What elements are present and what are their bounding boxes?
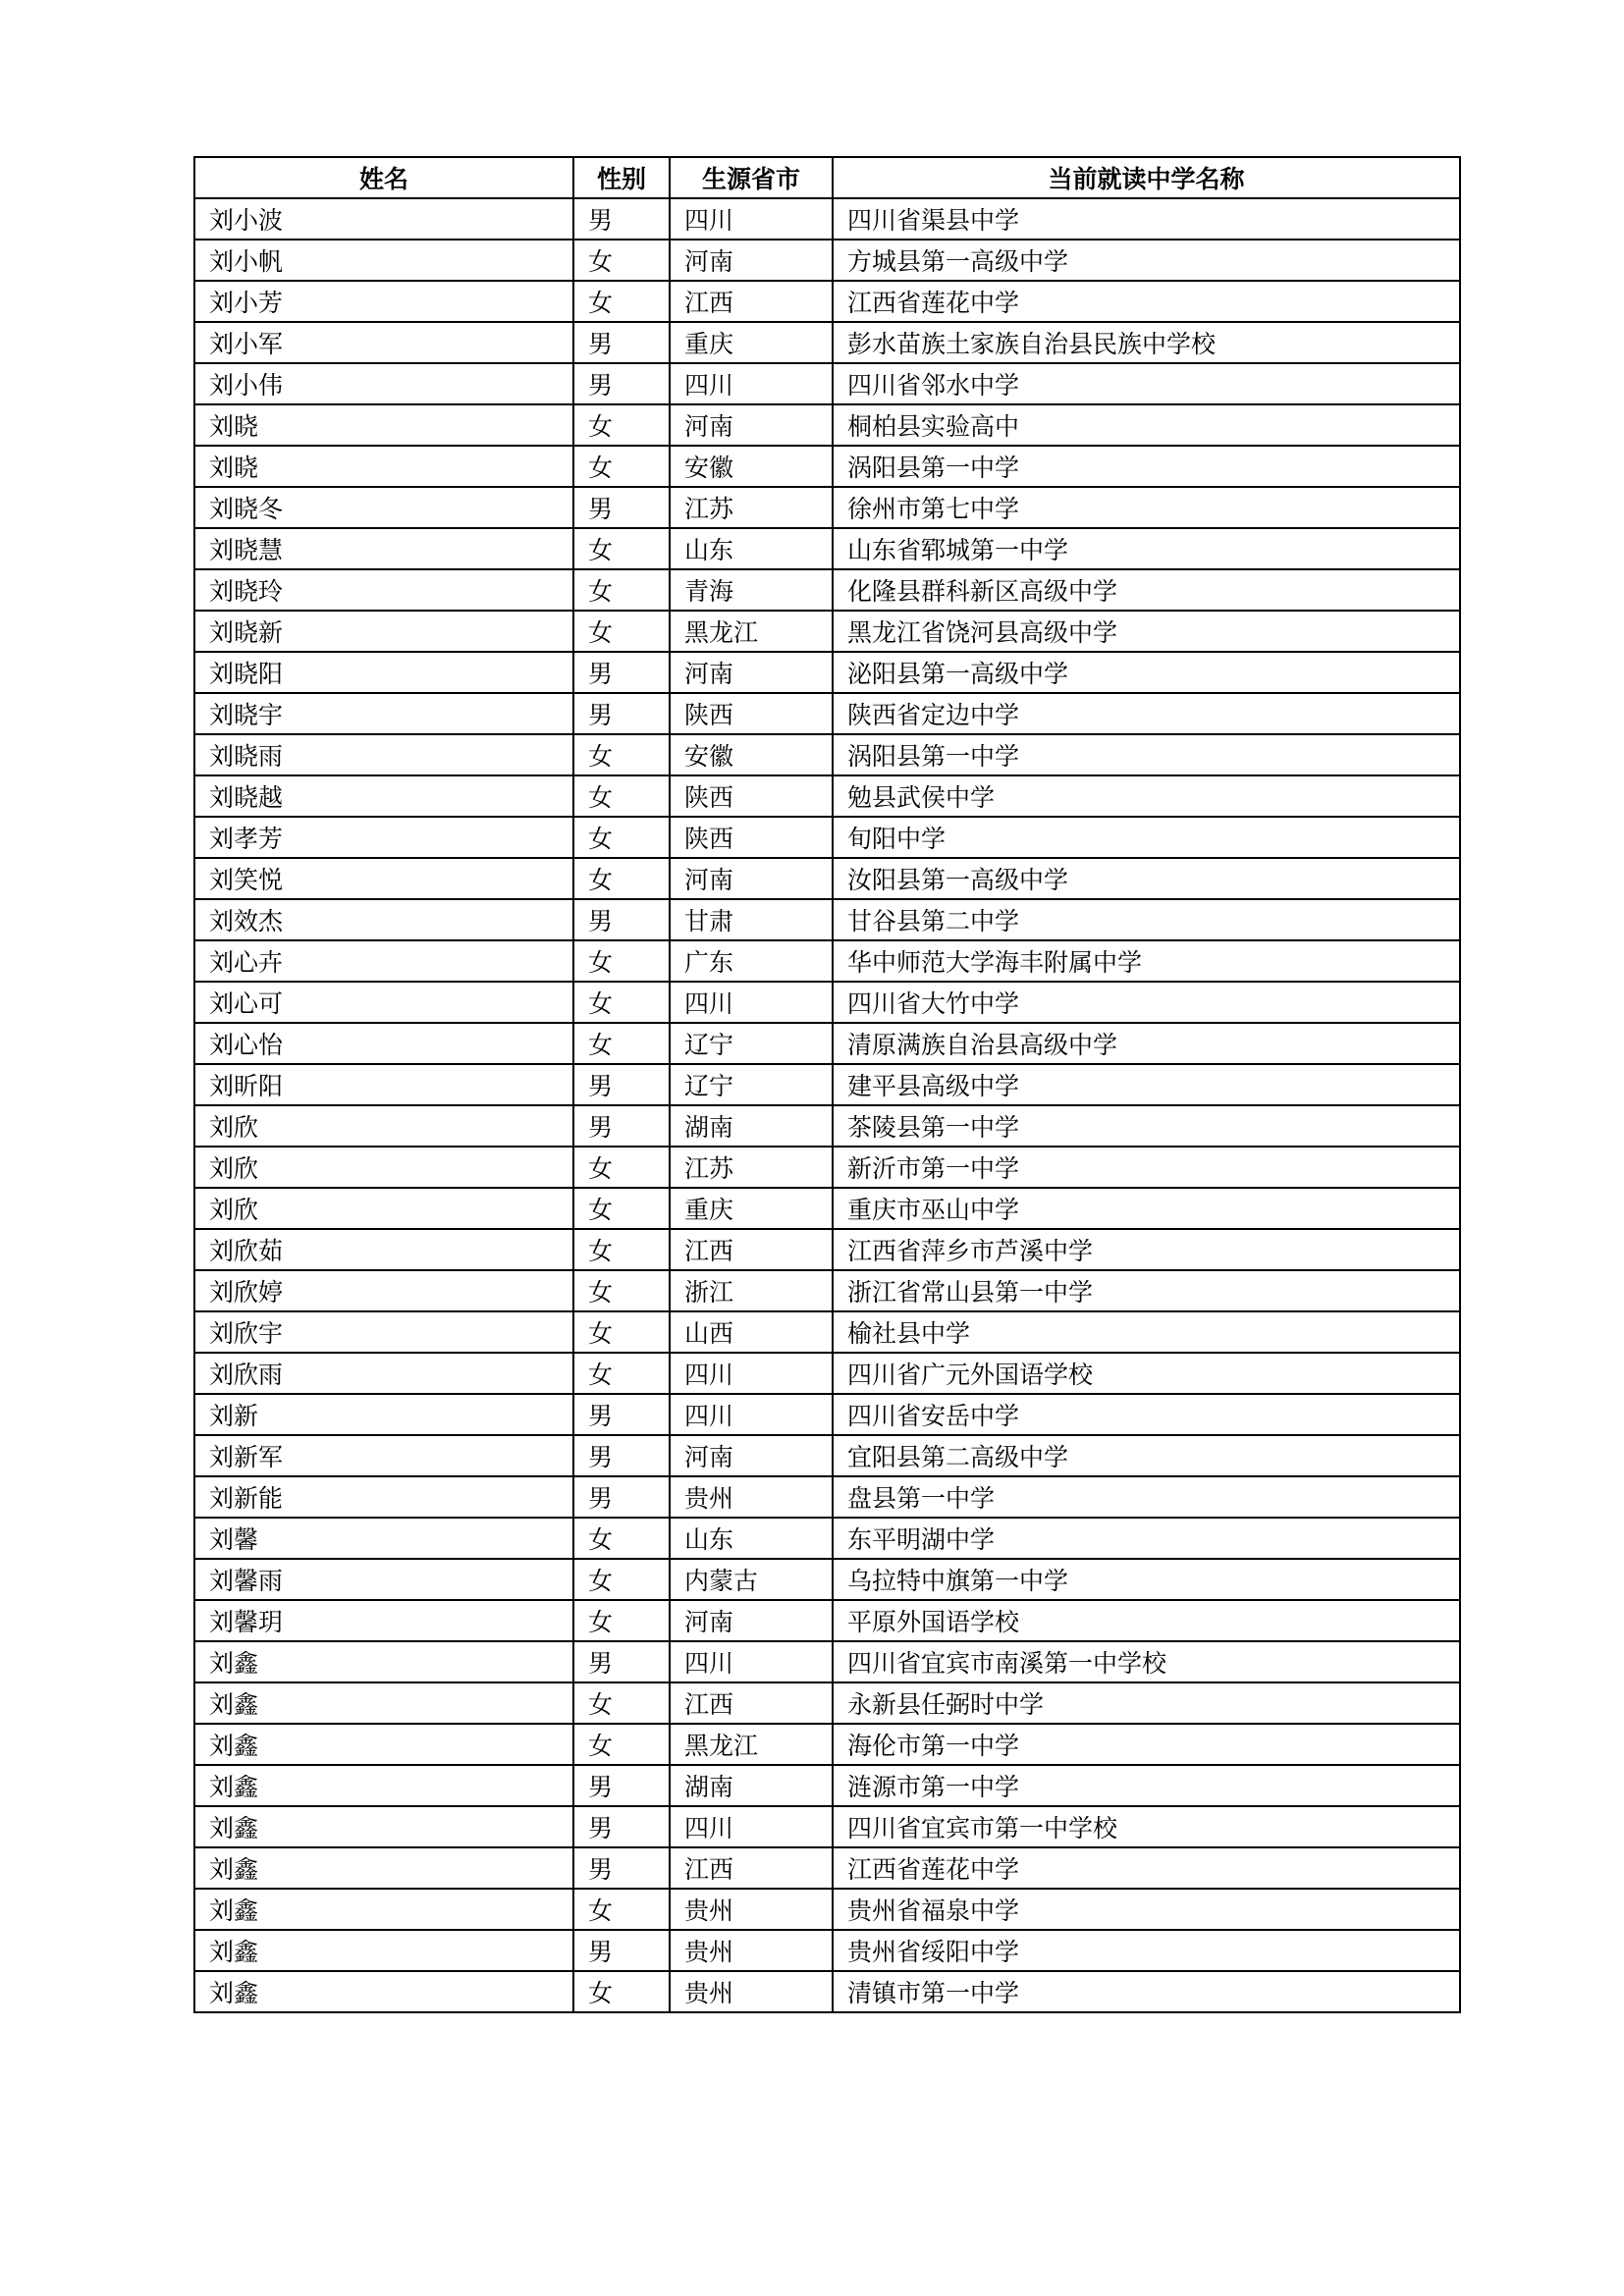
province-cell: 河南 xyxy=(670,652,833,693)
gender-cell: 男 xyxy=(573,652,670,693)
gender-cell: 女 xyxy=(573,446,670,487)
school-cell: 四川省安岳中学 xyxy=(833,1394,1460,1435)
table-row xyxy=(194,1641,1460,1682)
province-cell: 重庆 xyxy=(670,322,833,363)
table-row xyxy=(194,198,1460,240)
name-cell: 刘小芳 xyxy=(194,281,573,322)
table-row xyxy=(194,1229,1460,1270)
province-cell: 江苏 xyxy=(670,487,833,528)
gender-cell: 女 xyxy=(573,1971,670,2012)
name-cell: 刘鑫 xyxy=(194,1682,573,1724)
gender-cell: 女 xyxy=(573,858,670,899)
province-cell: 江西 xyxy=(670,1682,833,1724)
province-cell: 青海 xyxy=(670,569,833,611)
name-cell: 刘欣宇 xyxy=(194,1311,573,1353)
province-cell: 四川 xyxy=(670,1806,833,1847)
gender-cell: 女 xyxy=(573,1188,670,1229)
province-cell: 河南 xyxy=(670,1435,833,1476)
province-cell: 江西 xyxy=(670,1229,833,1270)
school-cell: 黑龙江省饶河县高级中学 xyxy=(833,611,1460,652)
gender-cell: 男 xyxy=(573,487,670,528)
name-cell: 刘晓冬 xyxy=(194,487,573,528)
province-cell: 黑龙江 xyxy=(670,1724,833,1765)
gender-cell: 女 xyxy=(573,1023,670,1064)
province-cell: 江西 xyxy=(670,281,833,322)
gender-cell: 女 xyxy=(573,528,670,569)
gender-cell: 女 xyxy=(573,1889,670,1930)
school-cell: 乌拉特中旗第一中学 xyxy=(833,1559,1460,1600)
name-cell: 刘心卉 xyxy=(194,940,573,982)
school-cell: 东平明湖中学 xyxy=(833,1518,1460,1559)
table-row xyxy=(194,1394,1460,1435)
gender-cell: 女 xyxy=(573,1600,670,1641)
table-row xyxy=(194,446,1460,487)
gender-cell: 女 xyxy=(573,240,670,281)
table-row xyxy=(194,528,1460,569)
student-table xyxy=(193,156,1461,2013)
name-cell: 刘晓新 xyxy=(194,611,573,652)
province-cell: 内蒙古 xyxy=(670,1559,833,1600)
gender-cell: 男 xyxy=(573,363,670,404)
table-row xyxy=(194,1971,1460,2012)
province-cell: 安徽 xyxy=(670,446,833,487)
school-cell: 涟源市第一中学 xyxy=(833,1765,1460,1806)
province-cell: 黑龙江 xyxy=(670,611,833,652)
province-cell: 河南 xyxy=(670,404,833,446)
table-row xyxy=(194,1889,1460,1930)
gender-cell: 男 xyxy=(573,899,670,940)
table-row xyxy=(194,858,1460,899)
name-cell: 刘鑫 xyxy=(194,1930,573,1971)
school-cell: 汝阳县第一高级中学 xyxy=(833,858,1460,899)
school-cell: 四川省宜宾市南溪第一中学校 xyxy=(833,1641,1460,1682)
gender-cell: 男 xyxy=(573,1930,670,1971)
name-cell: 刘馨雨 xyxy=(194,1559,573,1600)
name-cell: 刘晓玲 xyxy=(194,569,573,611)
name-cell: 刘笑悦 xyxy=(194,858,573,899)
school-cell: 榆社县中学 xyxy=(833,1311,1460,1353)
gender-cell: 男 xyxy=(573,1765,670,1806)
name-cell: 刘馨 xyxy=(194,1518,573,1559)
school-cell: 浙江省常山县第一中学 xyxy=(833,1270,1460,1311)
gender-cell: 女 xyxy=(573,1353,670,1394)
province-cell: 河南 xyxy=(670,858,833,899)
province-cell: 山西 xyxy=(670,1311,833,1353)
header-province: 生源省市 xyxy=(670,157,833,198)
table-row xyxy=(194,1765,1460,1806)
table-row xyxy=(194,1023,1460,1064)
name-cell: 刘鑫 xyxy=(194,1765,573,1806)
name-cell: 刘小帆 xyxy=(194,240,573,281)
table-row xyxy=(194,611,1460,652)
table-row xyxy=(194,1518,1460,1559)
province-cell: 辽宁 xyxy=(670,1023,833,1064)
table-row xyxy=(194,1847,1460,1889)
school-cell: 山东省郓城第一中学 xyxy=(833,528,1460,569)
school-cell: 甘谷县第二中学 xyxy=(833,899,1460,940)
gender-cell: 女 xyxy=(573,611,670,652)
school-cell: 贵州省绥阳中学 xyxy=(833,1930,1460,1971)
school-cell: 陕西省定边中学 xyxy=(833,693,1460,734)
name-cell: 刘鑫 xyxy=(194,1847,573,1889)
table-row xyxy=(194,1064,1460,1105)
gender-cell: 女 xyxy=(573,734,670,775)
gender-cell: 男 xyxy=(573,1806,670,1847)
gender-cell: 女 xyxy=(573,1311,670,1353)
name-cell: 刘新 xyxy=(194,1394,573,1435)
gender-cell: 男 xyxy=(573,322,670,363)
gender-cell: 女 xyxy=(573,817,670,858)
gender-cell: 女 xyxy=(573,775,670,817)
name-cell: 刘晓宇 xyxy=(194,693,573,734)
school-cell: 贵州省福泉中学 xyxy=(833,1889,1460,1930)
province-cell: 陕西 xyxy=(670,817,833,858)
table-row xyxy=(194,322,1460,363)
name-cell: 刘鑫 xyxy=(194,1641,573,1682)
school-cell: 华中师范大学海丰附属中学 xyxy=(833,940,1460,982)
name-cell: 刘欣茹 xyxy=(194,1229,573,1270)
table-row xyxy=(194,1353,1460,1394)
name-cell: 刘晓慧 xyxy=(194,528,573,569)
school-cell: 桐柏县实验高中 xyxy=(833,404,1460,446)
school-cell: 江西省萍乡市芦溪中学 xyxy=(833,1229,1460,1270)
gender-cell: 男 xyxy=(573,1641,670,1682)
name-cell: 刘鑫 xyxy=(194,1806,573,1847)
school-cell: 宜阳县第二高级中学 xyxy=(833,1435,1460,1476)
school-cell: 江西省莲花中学 xyxy=(833,281,1460,322)
province-cell: 甘肃 xyxy=(670,899,833,940)
table-row xyxy=(194,487,1460,528)
name-cell: 刘心怡 xyxy=(194,1023,573,1064)
table-row xyxy=(194,817,1460,858)
name-cell: 刘小军 xyxy=(194,322,573,363)
province-cell: 四川 xyxy=(670,1641,833,1682)
school-cell: 四川省邻水中学 xyxy=(833,363,1460,404)
name-cell: 刘孝芳 xyxy=(194,817,573,858)
table-row xyxy=(194,1930,1460,1971)
name-cell: 刘新能 xyxy=(194,1476,573,1518)
gender-cell: 男 xyxy=(573,693,670,734)
table-row xyxy=(194,1476,1460,1518)
school-cell: 旬阳中学 xyxy=(833,817,1460,858)
school-cell: 平原外国语学校 xyxy=(833,1600,1460,1641)
table-row xyxy=(194,1724,1460,1765)
province-cell: 四川 xyxy=(670,363,833,404)
table-row xyxy=(194,1435,1460,1476)
table-row xyxy=(194,1311,1460,1353)
header-gender: 性别 xyxy=(573,157,670,198)
gender-cell: 女 xyxy=(573,404,670,446)
table-row xyxy=(194,1559,1460,1600)
province-cell: 河南 xyxy=(670,240,833,281)
name-cell: 刘鑫 xyxy=(194,1889,573,1930)
province-cell: 贵州 xyxy=(670,1889,833,1930)
province-cell: 贵州 xyxy=(670,1930,833,1971)
header-name: 姓名 xyxy=(194,157,573,198)
school-cell: 海伦市第一中学 xyxy=(833,1724,1460,1765)
header-school: 当前就读中学名称 xyxy=(833,157,1460,198)
province-cell: 四川 xyxy=(670,1353,833,1394)
gender-cell: 女 xyxy=(573,1147,670,1188)
province-cell: 四川 xyxy=(670,1394,833,1435)
table-row xyxy=(194,1600,1460,1641)
province-cell: 陕西 xyxy=(670,775,833,817)
province-cell: 辽宁 xyxy=(670,1064,833,1105)
name-cell: 刘欣 xyxy=(194,1105,573,1147)
table-row xyxy=(194,940,1460,982)
table-row xyxy=(194,281,1460,322)
name-cell: 刘心可 xyxy=(194,982,573,1023)
province-cell: 湖南 xyxy=(670,1105,833,1147)
school-cell: 涡阳县第一中学 xyxy=(833,446,1460,487)
table-row xyxy=(194,652,1460,693)
province-cell: 四川 xyxy=(670,198,833,240)
name-cell: 刘小伟 xyxy=(194,363,573,404)
name-cell: 刘效杰 xyxy=(194,899,573,940)
gender-cell: 男 xyxy=(573,1064,670,1105)
name-cell: 刘鑫 xyxy=(194,1971,573,2012)
province-cell: 江西 xyxy=(670,1847,833,1889)
school-cell: 化隆县群科新区高级中学 xyxy=(833,569,1460,611)
school-cell: 四川省广元外国语学校 xyxy=(833,1353,1460,1394)
table-row xyxy=(194,982,1460,1023)
gender-cell: 女 xyxy=(573,1229,670,1270)
name-cell: 刘欣雨 xyxy=(194,1353,573,1394)
table-row xyxy=(194,363,1460,404)
school-cell: 方城县第一高级中学 xyxy=(833,240,1460,281)
province-cell: 浙江 xyxy=(670,1270,833,1311)
province-cell: 贵州 xyxy=(670,1476,833,1518)
gender-cell: 男 xyxy=(573,1394,670,1435)
name-cell: 刘晓 xyxy=(194,446,573,487)
gender-cell: 男 xyxy=(573,1476,670,1518)
table-row xyxy=(194,1105,1460,1147)
table-row xyxy=(194,899,1460,940)
gender-cell: 男 xyxy=(573,1847,670,1889)
table-row xyxy=(194,1806,1460,1847)
school-cell: 茶陵县第一中学 xyxy=(833,1105,1460,1147)
gender-cell: 女 xyxy=(573,569,670,611)
table-row xyxy=(194,1270,1460,1311)
school-cell: 四川省渠县中学 xyxy=(833,198,1460,240)
name-cell: 刘晓阳 xyxy=(194,652,573,693)
table-row xyxy=(194,569,1460,611)
name-cell: 刘欣婷 xyxy=(194,1270,573,1311)
name-cell: 刘鑫 xyxy=(194,1724,573,1765)
province-cell: 山东 xyxy=(670,1518,833,1559)
name-cell: 刘小波 xyxy=(194,198,573,240)
gender-cell: 女 xyxy=(573,1724,670,1765)
province-cell: 安徽 xyxy=(670,734,833,775)
province-cell: 河南 xyxy=(670,1600,833,1641)
province-cell: 山东 xyxy=(670,528,833,569)
gender-cell: 女 xyxy=(573,1270,670,1311)
name-cell: 刘晓越 xyxy=(194,775,573,817)
school-cell: 盘县第一中学 xyxy=(833,1476,1460,1518)
gender-cell: 女 xyxy=(573,281,670,322)
school-cell: 勉县武侯中学 xyxy=(833,775,1460,817)
school-cell: 清原满族自治县高级中学 xyxy=(833,1023,1460,1064)
gender-cell: 女 xyxy=(573,1559,670,1600)
gender-cell: 女 xyxy=(573,982,670,1023)
table-row xyxy=(194,1188,1460,1229)
gender-cell: 女 xyxy=(573,940,670,982)
name-cell: 刘欣 xyxy=(194,1147,573,1188)
province-cell: 贵州 xyxy=(670,1971,833,2012)
province-cell: 陕西 xyxy=(670,693,833,734)
province-cell: 重庆 xyxy=(670,1188,833,1229)
name-cell: 刘晓 xyxy=(194,404,573,446)
school-cell: 建平县高级中学 xyxy=(833,1064,1460,1105)
table-row xyxy=(194,734,1460,775)
name-cell: 刘晓雨 xyxy=(194,734,573,775)
school-cell: 泌阳县第一高级中学 xyxy=(833,652,1460,693)
province-cell: 广东 xyxy=(670,940,833,982)
school-cell: 永新县任弼时中学 xyxy=(833,1682,1460,1724)
province-cell: 湖南 xyxy=(670,1765,833,1806)
province-cell: 四川 xyxy=(670,982,833,1023)
table-row xyxy=(194,240,1460,281)
name-cell: 刘新军 xyxy=(194,1435,573,1476)
header-row xyxy=(194,157,1460,198)
school-cell: 重庆市巫山中学 xyxy=(833,1188,1460,1229)
gender-cell: 女 xyxy=(573,1682,670,1724)
name-cell: 刘欣 xyxy=(194,1188,573,1229)
school-cell: 清镇市第一中学 xyxy=(833,1971,1460,2012)
table-row xyxy=(194,404,1460,446)
gender-cell: 男 xyxy=(573,1105,670,1147)
school-cell: 新沂市第一中学 xyxy=(833,1147,1460,1188)
gender-cell: 男 xyxy=(573,198,670,240)
table-row xyxy=(194,693,1460,734)
school-cell: 涡阳县第一中学 xyxy=(833,734,1460,775)
province-cell: 江苏 xyxy=(670,1147,833,1188)
school-cell: 四川省大竹中学 xyxy=(833,982,1460,1023)
table-row xyxy=(194,775,1460,817)
name-cell: 刘馨玥 xyxy=(194,1600,573,1641)
table-row xyxy=(194,1147,1460,1188)
gender-cell: 男 xyxy=(573,1435,670,1476)
name-cell: 刘昕阳 xyxy=(194,1064,573,1105)
school-cell: 徐州市第七中学 xyxy=(833,487,1460,528)
school-cell: 彭水苗族土家族自治县民族中学校 xyxy=(833,322,1460,363)
school-cell: 四川省宜宾市第一中学校 xyxy=(833,1806,1460,1847)
gender-cell: 女 xyxy=(573,1518,670,1559)
school-cell: 江西省莲花中学 xyxy=(833,1847,1460,1889)
table-row xyxy=(194,1682,1460,1724)
